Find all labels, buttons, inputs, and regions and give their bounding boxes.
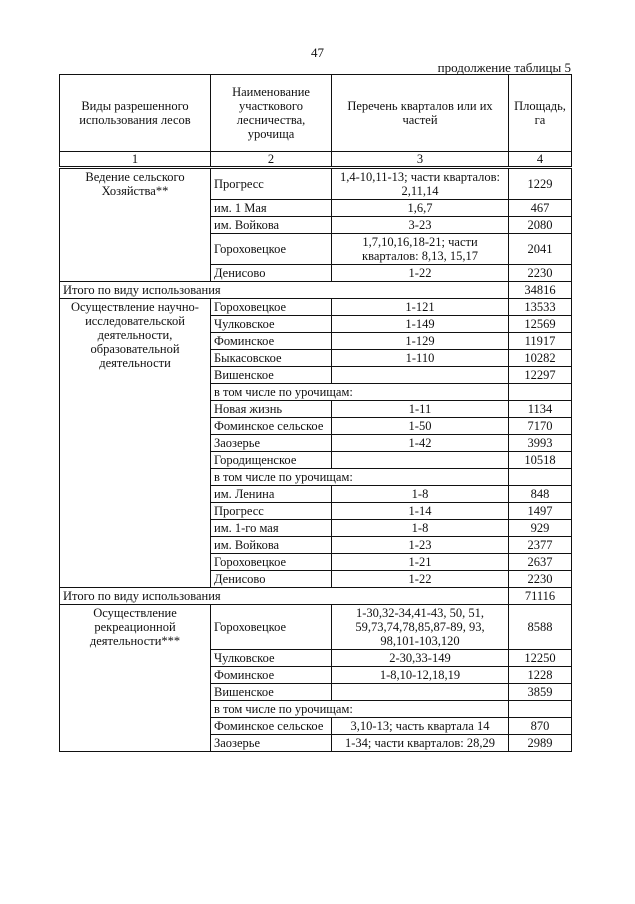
quarters-cell: 1-110 — [332, 350, 509, 367]
quarters-cell — [332, 684, 509, 701]
forestry-cell: Прогресс — [211, 168, 332, 200]
forestry-cell: им. Войкова — [211, 217, 332, 234]
area-cell: 2989 — [509, 735, 572, 752]
total-label: Итого по виду использования — [60, 588, 509, 605]
total-row — [60, 588, 572, 605]
forestry-cell: им. 1 Мая — [211, 200, 332, 217]
area-cell: 2080 — [509, 217, 572, 234]
area-cell: 3859 — [509, 684, 572, 701]
quarters-cell: 1-34; части кварталов: 28,29 — [332, 735, 509, 752]
total-row — [60, 282, 572, 299]
col-number: 1 — [60, 152, 211, 168]
area-cell: 10518 — [509, 452, 572, 469]
area-cell: 8588 — [509, 605, 572, 650]
subgroup-label: в том числе по урочищам: — [211, 384, 509, 401]
area-cell: 467 — [509, 200, 572, 217]
use-type-cell: Ведение сельского Хозяйства** — [60, 168, 211, 282]
quarters-cell: 1-149 — [332, 316, 509, 333]
table-row — [60, 605, 572, 650]
area-cell: 12250 — [509, 650, 572, 667]
quarters-cell — [332, 452, 509, 469]
forestry-cell: Денисово — [211, 265, 332, 282]
col-number: 3 — [332, 152, 509, 168]
forestry-cell: Заозерье — [211, 735, 332, 752]
quarters-cell: 1-23 — [332, 537, 509, 554]
forestry-cell: им. Войкова — [211, 537, 332, 554]
area-cell: 1228 — [509, 667, 572, 684]
area-cell: 12569 — [509, 316, 572, 333]
quarters-cell: 1-8 — [332, 520, 509, 537]
area-cell: 2230 — [509, 265, 572, 282]
forestry-cell: Прогресс — [211, 503, 332, 520]
area-cell — [509, 384, 572, 401]
quarters-cell: 1,6,7 — [332, 200, 509, 217]
header-quarters: Перечень кварталов или их частей — [332, 75, 509, 152]
forestry-cell: Денисово — [211, 571, 332, 588]
area-cell: 848 — [509, 486, 572, 503]
table-row — [60, 168, 572, 200]
subgroup-label: в том числе по урочищам: — [211, 701, 509, 718]
quarters-cell: 1,4-10,11-13; части кварталов: 2,11,14 — [332, 168, 509, 200]
area-cell: 12297 — [509, 367, 572, 384]
quarters-cell: 1-21 — [332, 554, 509, 571]
land-use-table — [59, 74, 572, 752]
area-cell: 1229 — [509, 168, 572, 200]
col-number: 4 — [509, 152, 572, 168]
use-type-cell: Осуществление рекреационной деятельности*** — [60, 605, 211, 752]
quarters-cell: 1-30,32-34,41-43, 50, 51, 59,73,74,78,85,87-89, 93, 98,101-103,120 — [332, 605, 509, 650]
forestry-cell: Фоминское сельское — [211, 418, 332, 435]
quarters-cell: 1-14 — [332, 503, 509, 520]
forestry-cell: Гороховецкое — [211, 234, 332, 265]
forestry-cell: Чулковское — [211, 316, 332, 333]
quarters-cell: 1-8 — [332, 486, 509, 503]
quarters-cell: 2-30,33-149 — [332, 650, 509, 667]
forestry-cell: Вишенское — [211, 367, 332, 384]
forestry-cell: им. Ленина — [211, 486, 332, 503]
quarters-cell: 1-42 — [332, 435, 509, 452]
total-value: 71116 — [509, 588, 572, 605]
header-forestry: Наименование участкового лесничества, урочища — [211, 75, 332, 152]
forestry-cell: Фоминское — [211, 333, 332, 350]
subgroup-label: в том числе по урочищам: — [211, 469, 509, 486]
area-cell — [509, 469, 572, 486]
forestry-cell: Вишенское — [211, 684, 332, 701]
quarters-cell: 1-50 — [332, 418, 509, 435]
area-cell: 870 — [509, 718, 572, 735]
forestry-cell: им. 1-го мая — [211, 520, 332, 537]
forestry-cell: Быкасовское — [211, 350, 332, 367]
quarters-cell: 1-22 — [332, 571, 509, 588]
col-number: 2 — [211, 152, 332, 168]
quarters-cell — [332, 367, 509, 384]
use-type-cell: Осуществление научно-исследовательской деятельности, образовательной деятельности — [60, 299, 211, 588]
quarters-cell: 3-23 — [332, 217, 509, 234]
quarters-cell: 1,7,10,16,18-21; части кварталов: 8,13, 15,17 — [332, 234, 509, 265]
forestry-cell: Гороховецкое — [211, 299, 332, 316]
area-cell: 11917 — [509, 333, 572, 350]
area-cell: 13533 — [509, 299, 572, 316]
quarters-cell: 1-22 — [332, 265, 509, 282]
area-cell: 2637 — [509, 554, 572, 571]
forestry-cell: Фоминское — [211, 667, 332, 684]
total-value: 34816 — [509, 282, 572, 299]
area-cell: 2230 — [509, 571, 572, 588]
table-row — [60, 299, 572, 316]
area-cell — [509, 701, 572, 718]
area-cell: 2041 — [509, 234, 572, 265]
header-row — [60, 75, 572, 152]
area-cell: 1497 — [509, 503, 572, 520]
forestry-cell: Гороховецкое — [211, 605, 332, 650]
forestry-cell: Новая жизнь — [211, 401, 332, 418]
total-label: Итого по виду использования — [60, 282, 509, 299]
area-cell: 3993 — [509, 435, 572, 452]
forestry-cell: Городищенское — [211, 452, 332, 469]
area-cell: 10282 — [509, 350, 572, 367]
quarters-cell: 3,10-13; часть квартала 14 — [332, 718, 509, 735]
area-cell: 7170 — [509, 418, 572, 435]
quarters-cell: 1-8,10-12,18,19 — [332, 667, 509, 684]
forestry-cell: Гороховецкое — [211, 554, 332, 571]
page-number: 47 — [311, 45, 324, 60]
forestry-cell: Заозерье — [211, 435, 332, 452]
quarters-cell: 1-121 — [332, 299, 509, 316]
area-cell: 929 — [509, 520, 572, 537]
header-use: Виды разрешенного использования лесов — [60, 75, 211, 152]
continuation-label: продолжение таблицы 5 — [437, 60, 571, 75]
forestry-cell: Фоминское сельское — [211, 718, 332, 735]
forestry-cell: Чулковское — [211, 650, 332, 667]
quarters-cell: 1-129 — [332, 333, 509, 350]
area-cell: 1134 — [509, 401, 572, 418]
column-number-row — [60, 152, 572, 168]
area-cell: 2377 — [509, 537, 572, 554]
header-area: Площадь, га — [509, 75, 572, 152]
quarters-cell: 1-11 — [332, 401, 509, 418]
